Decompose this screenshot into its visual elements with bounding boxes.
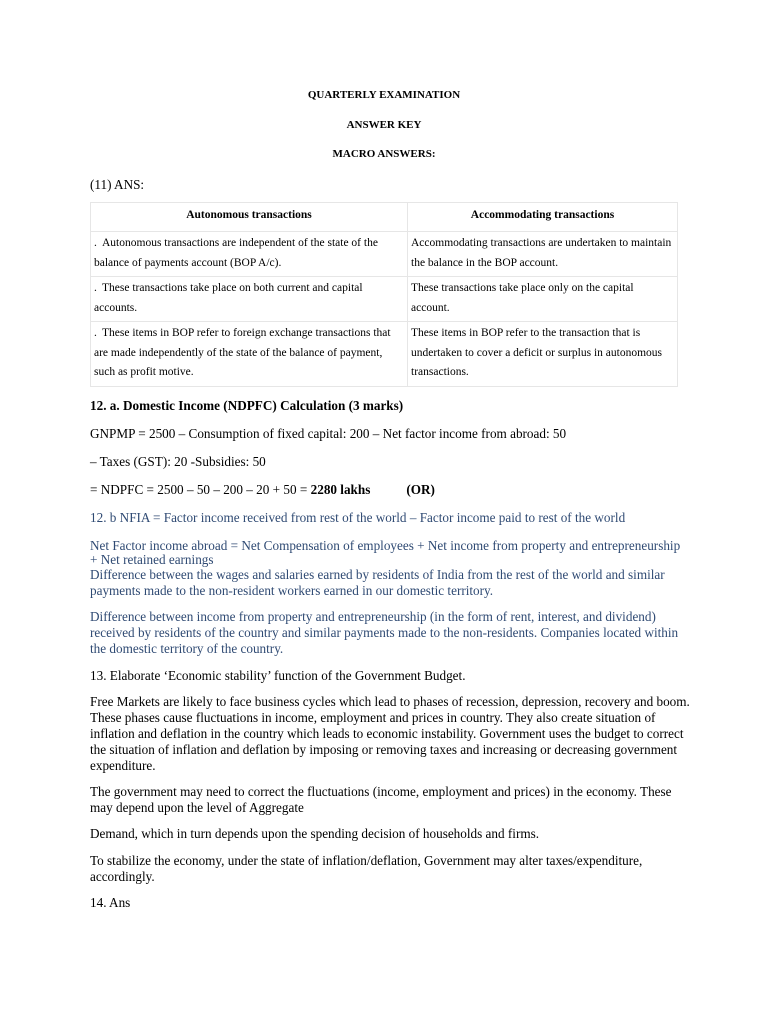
cell-text: Autonomous transactions are independent of the state of the balance of payments account (BOP A/c). [94, 237, 378, 269]
table-cell-autonomous [91, 322, 408, 387]
table-row [91, 277, 678, 322]
column-header-autonomous: Autonomous transactions [91, 203, 408, 232]
table-header-row [91, 203, 678, 232]
column-header-accommodating: Accommodating transactions [408, 203, 678, 232]
section-heading: MACRO ANSWERS: [332, 148, 436, 160]
cell-text: These items in BOP refer to foreign exchange transactions that are made independently of the state of the balance of payment, such as profit motive. [94, 327, 391, 378]
answer-key-heading: ANSWER KEY [346, 119, 422, 131]
table-row [91, 232, 678, 277]
q12a-heading: 12. a. Domestic Income (NDPFC) Calculation (3 marks) [90, 398, 404, 413]
row-bullet: . [94, 327, 97, 339]
q13-heading: 13. Elaborate ‘Economic stability’ function of the Government Budget. [90, 668, 466, 683]
q12b-compensation-note: Difference between the wages and salaries earned by residents of India from the rest of the world and similar payments made to the non-resident workers earned in our domestic territory. [90, 567, 665, 598]
q13-paragraph-2: The government may need to correct the fluctuations (income, employment and prices) in the economy. These may depend upon the level of Aggregate [90, 784, 672, 815]
q13-paragraph-4: To stabilize the economy, under the state of inflation/deflation, Government may alter taxes/expenditure, accordingly. [90, 853, 643, 884]
row-bullet: . [94, 237, 97, 249]
q13-paragraph-3: Demand, which in turn depends upon the spending decision of households and firms. [90, 826, 540, 841]
q12b-nfia-formula: Net Factor income abroad = Net Compensation of employees + Net income from property and entrepreneurship + Net retained earnings [90, 538, 681, 567]
q11-label: (11) ANS: [90, 177, 145, 192]
q13-paragraph-1: Free Markets are likely to face business cycles which lead to phases of recession, depression, recovery and boom. These phases cause fluctuations in income, employment and prices in country. They also create situation of inflation and deflation in the country which leads to economic instability. Government uses the budget to correct the situation of inflation and deflation by imposing or removing taxes and increasing or decreasing government expenditure. [90, 694, 690, 773]
q12b-property-income-note: Difference between income from property and entrepreneurship (in the form of rent, interest, and dividend) received by residents of the country and similar payments made to the non-residents. Companies located within the domestic territory of the country. [90, 609, 679, 656]
or-marker: (OR) [406, 482, 435, 497]
table-cell-accommodating: Accommodating transactions are undertaken to maintain the balance in the BOP account. [408, 232, 678, 277]
table-cell-accommodating: These transactions take place only on the capital account. [408, 277, 678, 322]
q12a-line-2: – Taxes (GST): 20 -Subsidies: 50 [90, 454, 266, 469]
cell-text: These transactions take place on both current and capital accounts. [94, 282, 363, 314]
transactions-table [90, 202, 678, 387]
table-row [91, 322, 678, 387]
ndpfc-result: 2280 lakhs [310, 482, 371, 497]
ndpfc-formula: = NDPFC = 2500 – 50 – 200 – 20 + 50 = [90, 482, 311, 497]
table-cell-autonomous [91, 277, 408, 322]
q12a-line-3 [90, 482, 435, 498]
q14-label: 14. Ans [90, 895, 131, 910]
table-cell-accommodating: These items in BOP refer to the transaction that is undertaken to cover a deficit or surplus in autonomous transactions. [408, 322, 678, 387]
q12b-nfia-definition: 12. b NFIA = Factor income received from rest of the world – Factor income paid to rest of the world [90, 510, 626, 525]
table-cell-autonomous [91, 232, 408, 277]
exam-title: QUARTERLY EXAMINATION [307, 89, 461, 101]
row-bullet: . [94, 282, 97, 294]
q12a-line-1: GNPMP = 2500 – Consumption of fixed capital: 200 – Net factor income from abroad: 50 [90, 426, 567, 441]
